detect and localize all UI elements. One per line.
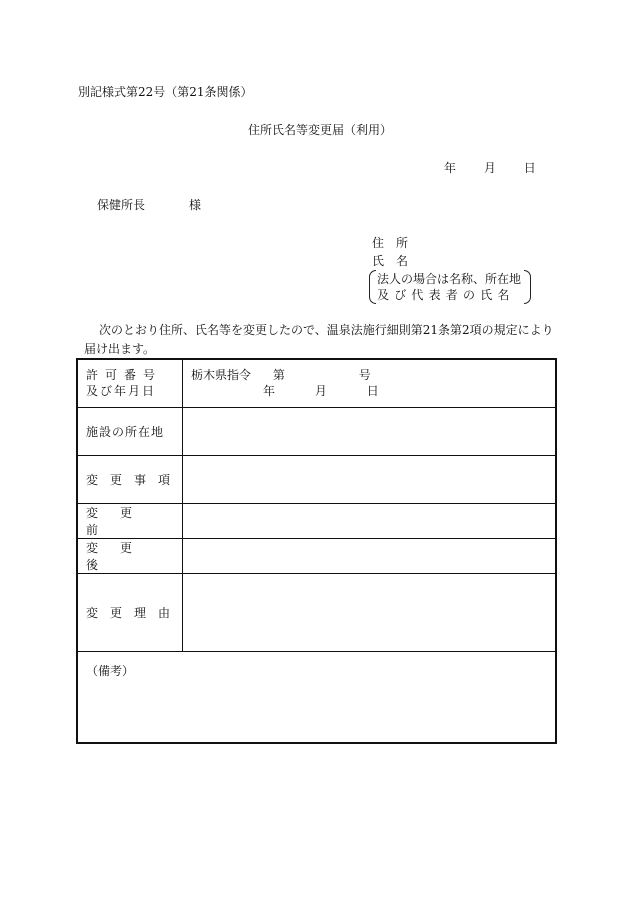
change-item-label: 変更事項: [77, 455, 183, 503]
table-row: [77, 455, 556, 503]
permit-value-cell[interactable]: [183, 359, 557, 407]
facility-location-value[interactable]: [183, 407, 557, 455]
permit-label-2: 及び年月日: [86, 384, 157, 399]
permit-prefix: 栃木県指令: [191, 368, 252, 383]
after-change-value[interactable]: [183, 538, 557, 573]
table-row: [77, 538, 556, 573]
after-change-label: 変更後: [77, 538, 183, 573]
change-reason-label: 変更理由: [77, 573, 183, 651]
remarks-cell[interactable]: [77, 651, 556, 743]
date-year: 年: [444, 161, 457, 175]
permit-dai: 第: [272, 368, 285, 383]
permit-year: 年: [263, 384, 276, 399]
permit-month: 月: [314, 384, 327, 399]
form-reference: 別記様式第22号（第21条関係）: [78, 85, 253, 99]
left-bracket: [369, 270, 376, 304]
right-bracket: [524, 270, 531, 304]
applicant-name-label: 氏 名: [372, 254, 409, 268]
intro-text: 次のとおり住所、氏名等を変更したので、温泉法施行細則第21条第2項の規定により届け出ます。: [84, 323, 554, 356]
table-row: [77, 651, 556, 743]
change-item-value[interactable]: [183, 455, 557, 503]
permit-label-1: 許可番号: [86, 368, 163, 383]
corp-note-line1: 法人の場合は名称、所在地: [377, 272, 522, 286]
table-row: [77, 503, 556, 538]
corp-note-line2: 及び代表者の氏名: [377, 288, 515, 302]
change-form-table: [76, 358, 557, 744]
permit-label-cell: [77, 359, 183, 407]
facility-location-label: 施設の所在地: [77, 407, 183, 455]
date-month: 月: [483, 161, 496, 175]
table-row: [77, 359, 556, 407]
before-change-label: 変更前: [77, 503, 183, 538]
addressee: [97, 199, 201, 211]
applicant-address-label: 住 所: [372, 236, 409, 250]
addressee-suffix: 様: [189, 198, 202, 212]
permit-go: 号: [358, 368, 371, 383]
before-change-value[interactable]: [183, 503, 557, 538]
table-row: [77, 407, 556, 455]
submission-date: [444, 162, 536, 174]
change-reason-value[interactable]: [183, 573, 557, 651]
table-row: [77, 573, 556, 651]
permit-day: 日: [366, 384, 379, 399]
document-title: 住所氏名等変更届（利用）: [248, 123, 393, 137]
remarks-label: （備考）: [86, 663, 135, 678]
corporation-note: [369, 270, 531, 304]
addressee-name: 保健所長: [97, 198, 146, 212]
date-day: 日: [523, 161, 536, 175]
